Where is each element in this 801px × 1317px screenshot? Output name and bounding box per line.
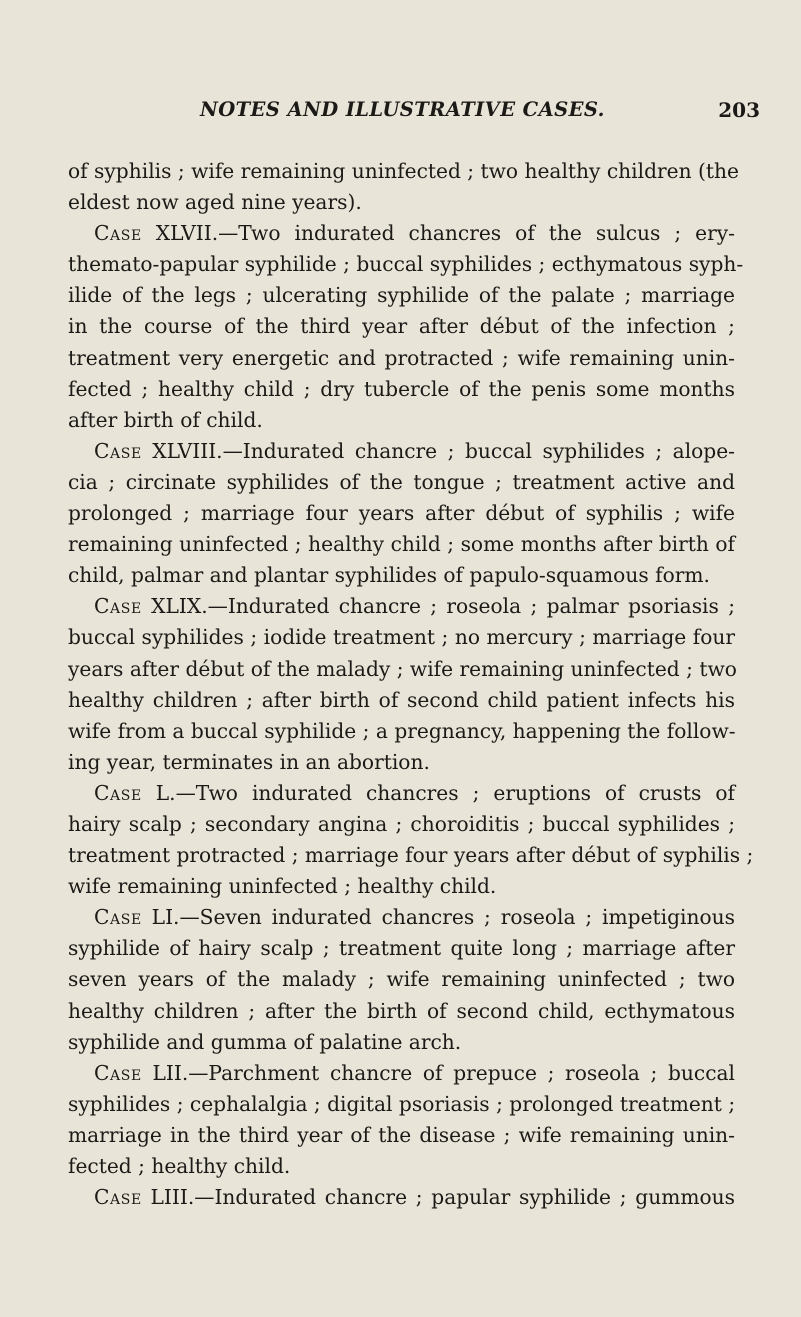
text-line [68,996,735,1027]
case-label: Case [94,905,142,930]
text-line [68,156,739,187]
running-head [60,98,760,126]
line-text: treatment very energetic and protracted ; wife remaining unin- [68,345,735,370]
text-line [68,1027,735,1058]
case-label: Case [94,780,142,805]
text-line [68,716,735,747]
text-line [68,622,735,653]
body-text [68,156,754,1213]
text-line [68,467,735,498]
line-text: themato-papular syphilide ; buccal syphilides ; ecthymatous syph- [68,252,744,277]
text-line [68,374,735,405]
line-text: syphilides ; cephalalgia ; digital psoriasis ; prolonged treatment ; [68,1091,736,1116]
text-line [68,1089,735,1120]
text-line [68,218,735,249]
text-line [68,187,735,218]
line-text: hairy scalp ; secondary angina ; choroiditis ; buccal syphilides ; [68,811,735,836]
case-label: Case [94,221,142,246]
case-label: Case [94,1060,142,1085]
case-label: Case [94,438,142,463]
text-line [68,1151,735,1182]
line-text: syphilide of hairy scalp ; treatment quite long ; marriage after [68,936,735,961]
text-line [68,685,735,716]
line-text: of syphilis ; wife remaining uninfected ; two healthy children (the [68,159,739,183]
text-line [68,280,735,311]
case-label: Case [94,1185,142,1210]
page-number: 203 [718,98,760,122]
line-text: eldest now aged nine years). [68,190,362,215]
case-label: Case [94,594,142,619]
line-text: LII.—Parchment chancre of prepuce ; roseola ; buccal [141,1060,735,1085]
running-title: NOTES AND ILLUSTRATIVE CASES. [200,98,605,121]
text-line [68,933,735,964]
line-text: XLIX.—Indurated chancre ; roseola ; palmar psoriasis ; [141,594,735,619]
line-text: child, palmar and plantar syphilides of papulo-squamous form. [68,563,710,588]
line-text: wife remaining uninfected ; healthy child. [68,874,497,899]
text-line [68,964,735,995]
line-text: cia ; circinate syphilides of the tongue ; treatment active and [68,469,735,494]
line-text: seven years of the malady ; wife remaining uninfected ; two [68,967,735,992]
line-text: buccal syphilides ; iodide treatment ; no mercury ; marriage four [68,625,735,650]
text-line [68,249,744,280]
text-line [68,1058,735,1089]
line-text: L.—Two indurated chancres ; eruptions of crusts of [141,780,735,805]
text-line [68,902,735,933]
line-text: remaining uninfected ; healthy child ; some months after birth of [68,532,735,557]
line-text: wife from a buccal syphilide ; a pregnancy, happening the follow- [68,718,736,743]
text-line [68,778,735,809]
line-text: years after début of the malady ; wife remaining uninfected ; two [68,656,737,681]
line-text: healthy children ; after birth of second child patient infects his [68,687,735,712]
line-text: healthy children ; after the birth of second child, ecthymatous [68,998,735,1023]
line-text: marriage in the third year of the disease ; wife remaining unin- [68,1122,735,1147]
text-line [68,809,735,840]
text-line [68,343,735,374]
line-text: XLVIII.—Indurated chancre ; buccal syphilides ; alope- [141,438,735,463]
line-text: fected ; healthy child. [68,1154,291,1178]
text-line [68,654,735,685]
text-line [68,529,735,560]
text-line [68,1182,735,1213]
text-line [68,1120,735,1151]
line-text: XLVII.—Two indurated chancres of the sulcus ; ery- [141,221,735,246]
line-text: LIII.—Indurated chancre ; papular syphilide ; gummous [141,1185,735,1210]
text-line [68,498,735,529]
text-line [68,560,735,591]
line-text: ing year, terminates in an abortion. [68,749,430,774]
line-text: fected ; healthy child ; dry tubercle of the penis some months [68,376,735,401]
line-text: LI.—Seven indurated chancres ; roseola ; impetiginous [141,905,735,930]
text-line [68,405,735,436]
line-text: treatment protracted ; marriage four years after début of syphilis ; [68,843,754,868]
text-line [68,311,735,342]
line-text: in the course of the third year after début of the infection ; [68,314,735,339]
text-line [68,871,735,902]
line-text: after birth of child. [68,407,263,432]
line-text: syphilide and gumma of palatine arch. [68,1029,462,1054]
line-text: prolonged ; marriage four years after début of syphilis ; wife [68,501,735,526]
text-line [68,747,735,778]
text-line [68,591,735,622]
line-text: ilide of the legs ; ulcerating syphilide of the palate ; marriage [68,283,735,308]
text-line [68,840,754,871]
text-line [68,436,735,467]
